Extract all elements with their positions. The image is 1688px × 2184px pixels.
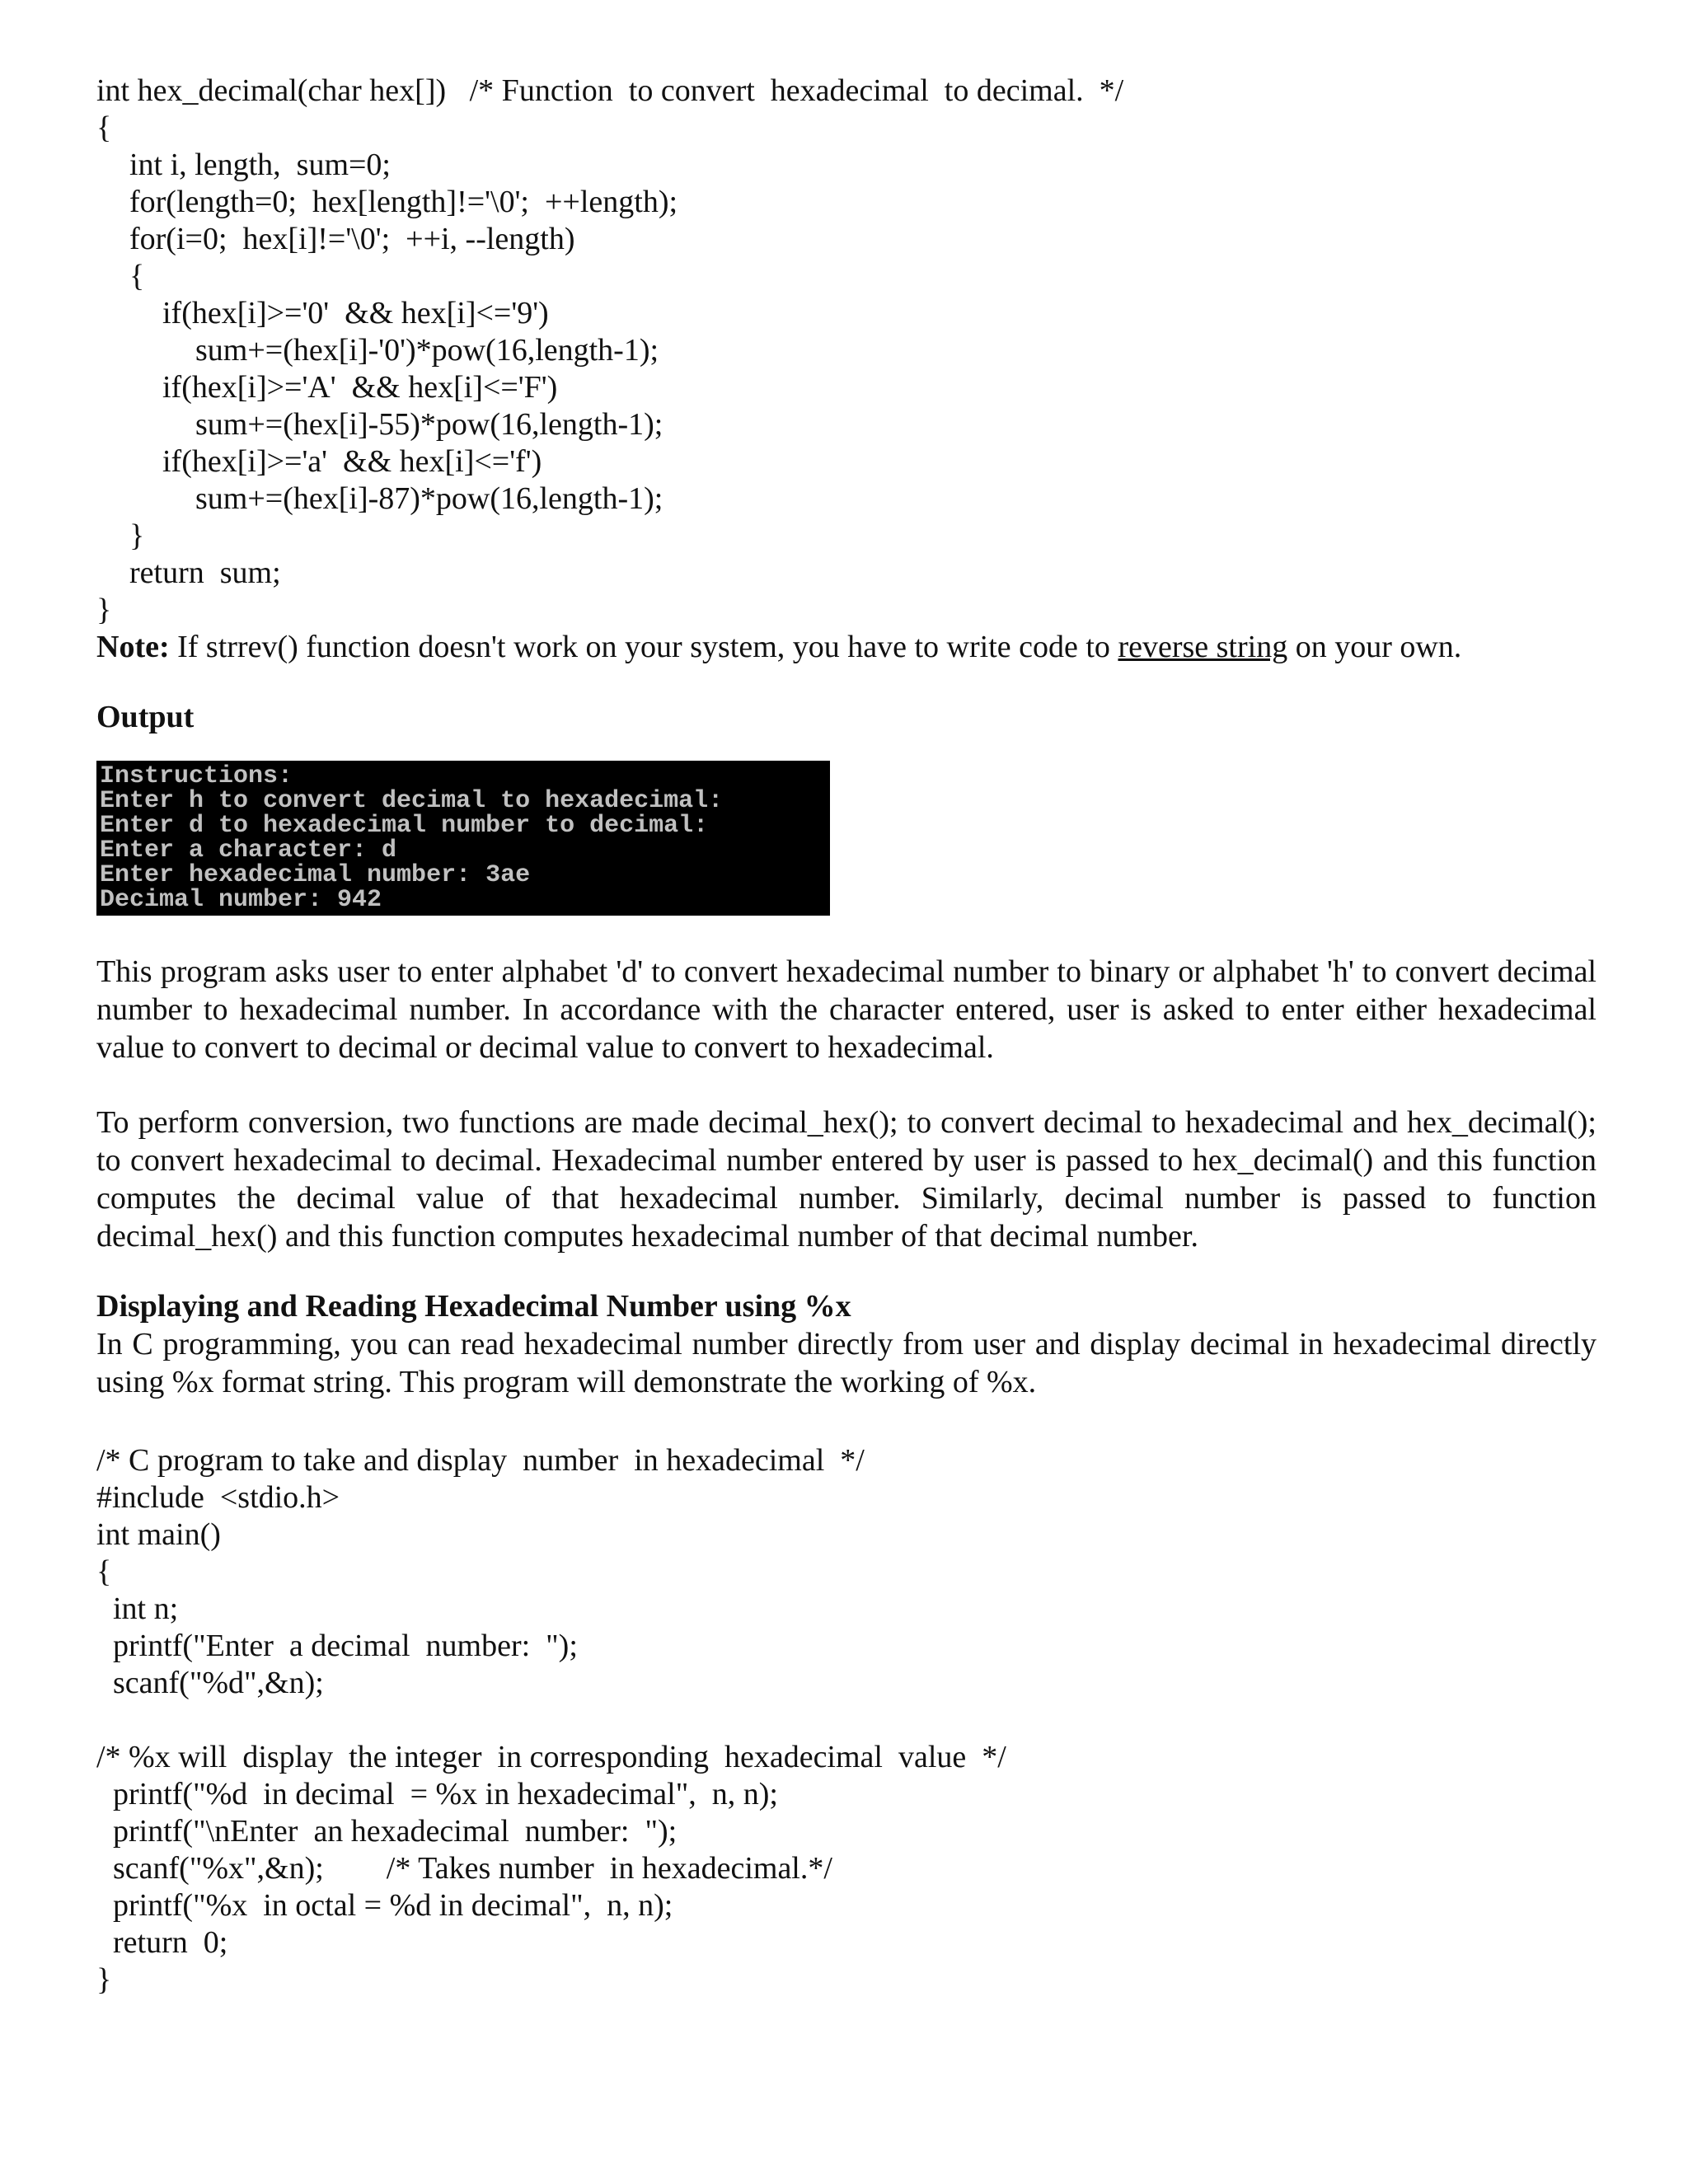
- code-line: for(length=0; hex[length]!='\0'; ++length);: [129, 185, 678, 219]
- code-line: if(hex[i]>='A' && hex[i]<='F'): [162, 370, 558, 405]
- console-line: Enter hexadecimal number: 3ae: [100, 861, 531, 889]
- explanation-paragraph-2: To perform conversion, two functions are made decimal_hex(); to convert decimal to hexadecimal and hex_decimal(); to convert hexadecimal to decimal. Hexadecimal number entered by user is passed to hex_decimal() and this function computes the decimal value of that hexadecimal number. Similarly, decimal number is passed to function decimal_hex() and this function computes hexadecimal number of that decimal number.: [96, 1105, 1597, 1254]
- code-line: printf("Enter a decimal number: ");: [113, 1629, 578, 1663]
- code-line: return sum;: [129, 555, 281, 590]
- code-line: sum+=(hex[i]-'0')*pow(16,length-1);: [195, 333, 659, 368]
- console-line: Enter d to hexadecimal number to decimal:: [100, 812, 709, 840]
- code-block-percent-x: [96, 1442, 1597, 1999]
- document-page: [96, 73, 1597, 1999]
- console-line: Instructions:: [100, 762, 293, 790]
- explanation-paragraph-1: This program asks user to enter alphabet 'd' to convert hexadecimal number to binary or alphabet 'h' to convert decimal number to hexadecimal number. In accordance with the character entered, user is asked to enter either hexadecimal value to convert to decimal or decimal value to convert to hexadecimal.: [96, 954, 1597, 1065]
- code-line: scanf("%d",&n);: [113, 1666, 324, 1700]
- code-line: int hex_decimal(char hex[]) /* Function to convert hexadecimal to decimal. */: [96, 73, 1124, 108]
- code-line: {: [96, 1554, 112, 1589]
- section-paragraph: In C programming, you can read hexadecimal number directly from user and display decimal in hexadecimal directly using %x format string. This program will demonstrate the working of %x.: [96, 1327, 1597, 1399]
- note-paragraph: [96, 629, 1597, 666]
- code-line: if(hex[i]>='a' && hex[i]<='f'): [162, 444, 542, 479]
- output-heading: Output: [96, 700, 195, 734]
- code-line: printf("%x in octal = %d in decimal", n, n);: [113, 1888, 673, 1923]
- console-line: Enter a character: d: [100, 837, 397, 865]
- code-line: int main(): [96, 1517, 221, 1552]
- code-line: /* %x will display the integer in corresponding hexadecimal value */: [96, 1740, 1006, 1774]
- note-text-after: on your own.: [1287, 630, 1462, 664]
- code-line: int i, length, sum=0;: [129, 148, 391, 182]
- code-line: }: [96, 593, 112, 627]
- code-line: printf("%d in decimal = %x in hexadecimal", n, n);: [113, 1777, 778, 1811]
- code-line: }: [96, 1962, 112, 1997]
- code-line: #include <stdio.h>: [96, 1480, 340, 1515]
- code-block-hex-decimal: [96, 73, 1597, 629]
- code-line: sum+=(hex[i]-55)*pow(16,length-1);: [195, 407, 663, 442]
- code-line: {: [129, 259, 145, 293]
- code-line: sum+=(hex[i]-87)*pow(16,length-1);: [195, 481, 663, 516]
- code-line: printf("\nEnter an hexadecimal number: ");: [113, 1814, 678, 1849]
- code-line: /* C program to take and display number in hexadecimal */: [96, 1443, 865, 1478]
- note-text-before: If strrev() function doesn't work on your system, you have to write code to: [169, 630, 1118, 664]
- console-line: Enter h to convert decimal to hexadecimal:: [100, 787, 724, 815]
- reverse-string-link[interactable]: reverse string: [1118, 630, 1288, 664]
- code-line: if(hex[i]>='0' && hex[i]<='9'): [162, 296, 549, 330]
- blank-line: [96, 1702, 1597, 1739]
- console-output-screenshot: [96, 761, 830, 916]
- note-label: Note:: [96, 630, 170, 664]
- section-heading: Displaying and Reading Hexadecimal Number using %x: [96, 1289, 851, 1324]
- code-line: scanf("%x",&n); /* Takes number in hexadecimal.*/: [113, 1851, 832, 1886]
- code-line: for(i=0; hex[i]!='\0'; ++i, --length): [129, 222, 575, 256]
- console-line: Decimal number: 942: [100, 886, 382, 914]
- code-line: int n;: [113, 1591, 179, 1626]
- code-line: }: [129, 518, 145, 553]
- code-line: {: [96, 110, 112, 145]
- code-line: return 0;: [113, 1925, 228, 1960]
